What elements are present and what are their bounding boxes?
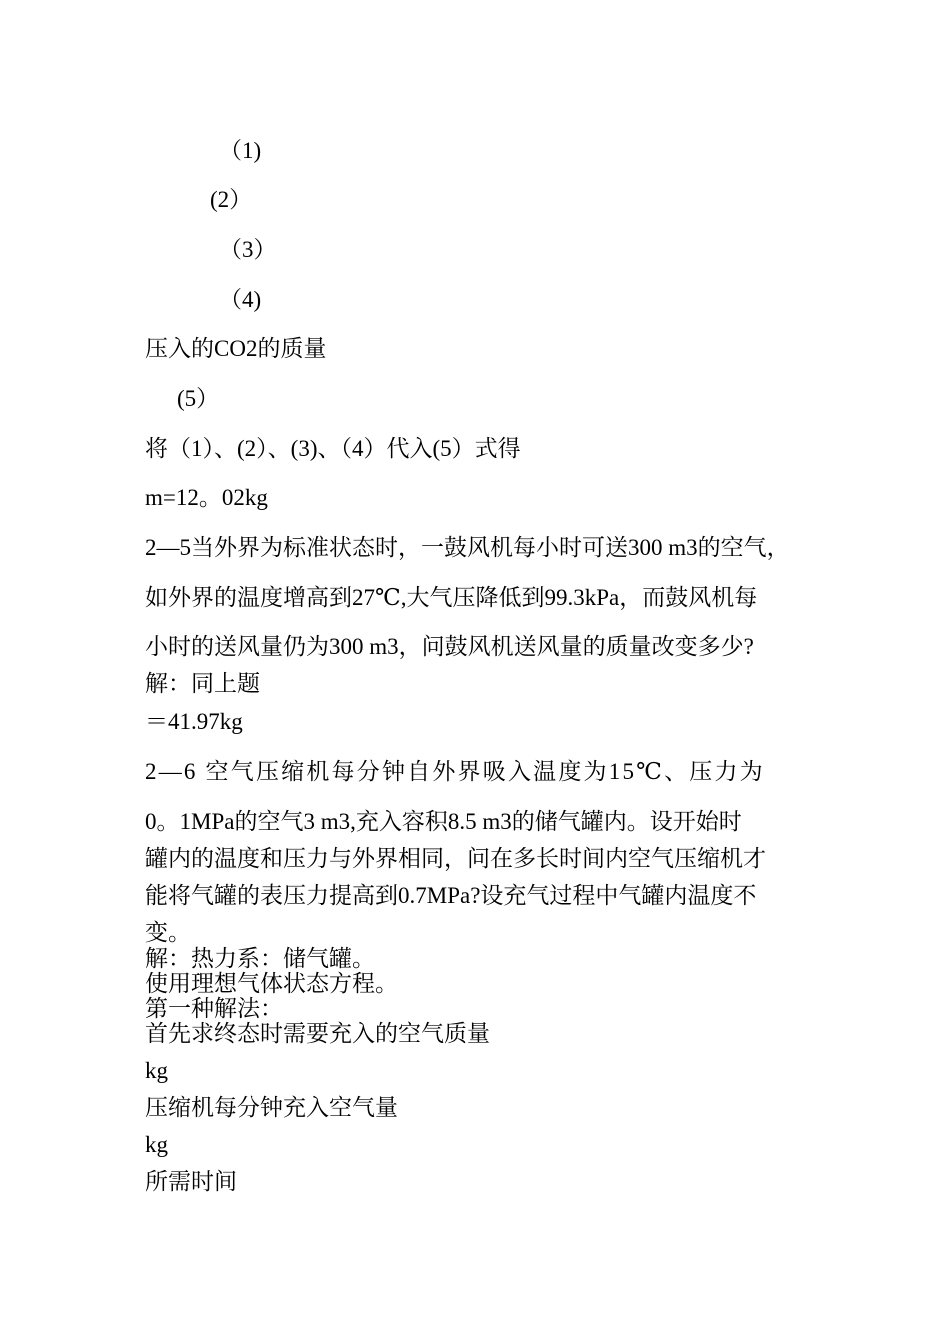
problem-2-6-line: 罐内的温度和压力与外界相同，问在多长时间内空气压缩机才 [145, 846, 766, 871]
result-line: m=12。02kg [145, 485, 268, 510]
problem-2-5-line: 小时的送风量仍为300 m3，问鼓风机送风量的质量改变多少? [145, 634, 754, 659]
problem-2-6-line: 能将气罐的表压力提高到0.7MPa?设充气过程中气罐内温度不 [145, 883, 757, 908]
solution-line: 解：同上题 [145, 671, 260, 696]
solution-line: 所需时间 [145, 1169, 237, 1194]
text-line: 将（1）、(2）、(3)、（4）代入(5）式得 [145, 436, 521, 461]
problem-2-6-line: 0。1MPa的空气3 m3,充入容积8.5 m3的储气罐内。设开始时 [145, 809, 742, 834]
equation-label-4: （4) [219, 287, 262, 312]
solution-line: 第一种解法： [145, 996, 283, 1021]
text-line: 压入的CO2的质量 [145, 336, 327, 361]
unit-line: kg [145, 1058, 168, 1083]
solution-line: 首先求终态时需要充入的空气质量 [145, 1021, 490, 1046]
solution-line: 使用理想气体状态方程。 [145, 971, 398, 996]
solution-line: 解：热力系：储气罐。 [145, 946, 375, 971]
equation-label-3: （3） [219, 237, 277, 262]
result-line: ＝41.97kg [145, 709, 243, 734]
problem-2-6-line: 变。 [145, 920, 191, 945]
equation-label-2: (2） [210, 187, 253, 212]
equation-label-5: (5） [177, 386, 220, 411]
solution-line: 压缩机每分钟充入空气量 [145, 1095, 398, 1120]
problem-2-5-line: 如外界的温度增高到27℃,大气压降低到99.3kPa，而鼓风机每 [145, 585, 758, 610]
problem-2-5-line: 2—5当外界为标准状态时，一鼓风机每小时可送300 m3的空气， [145, 535, 790, 560]
problem-2-6-line: 2—6 空气压缩机每分钟自外界吸入温度为15℃、压力为 [145, 759, 765, 784]
equation-label-1: （1) [219, 138, 262, 163]
unit-line: kg [145, 1132, 168, 1157]
